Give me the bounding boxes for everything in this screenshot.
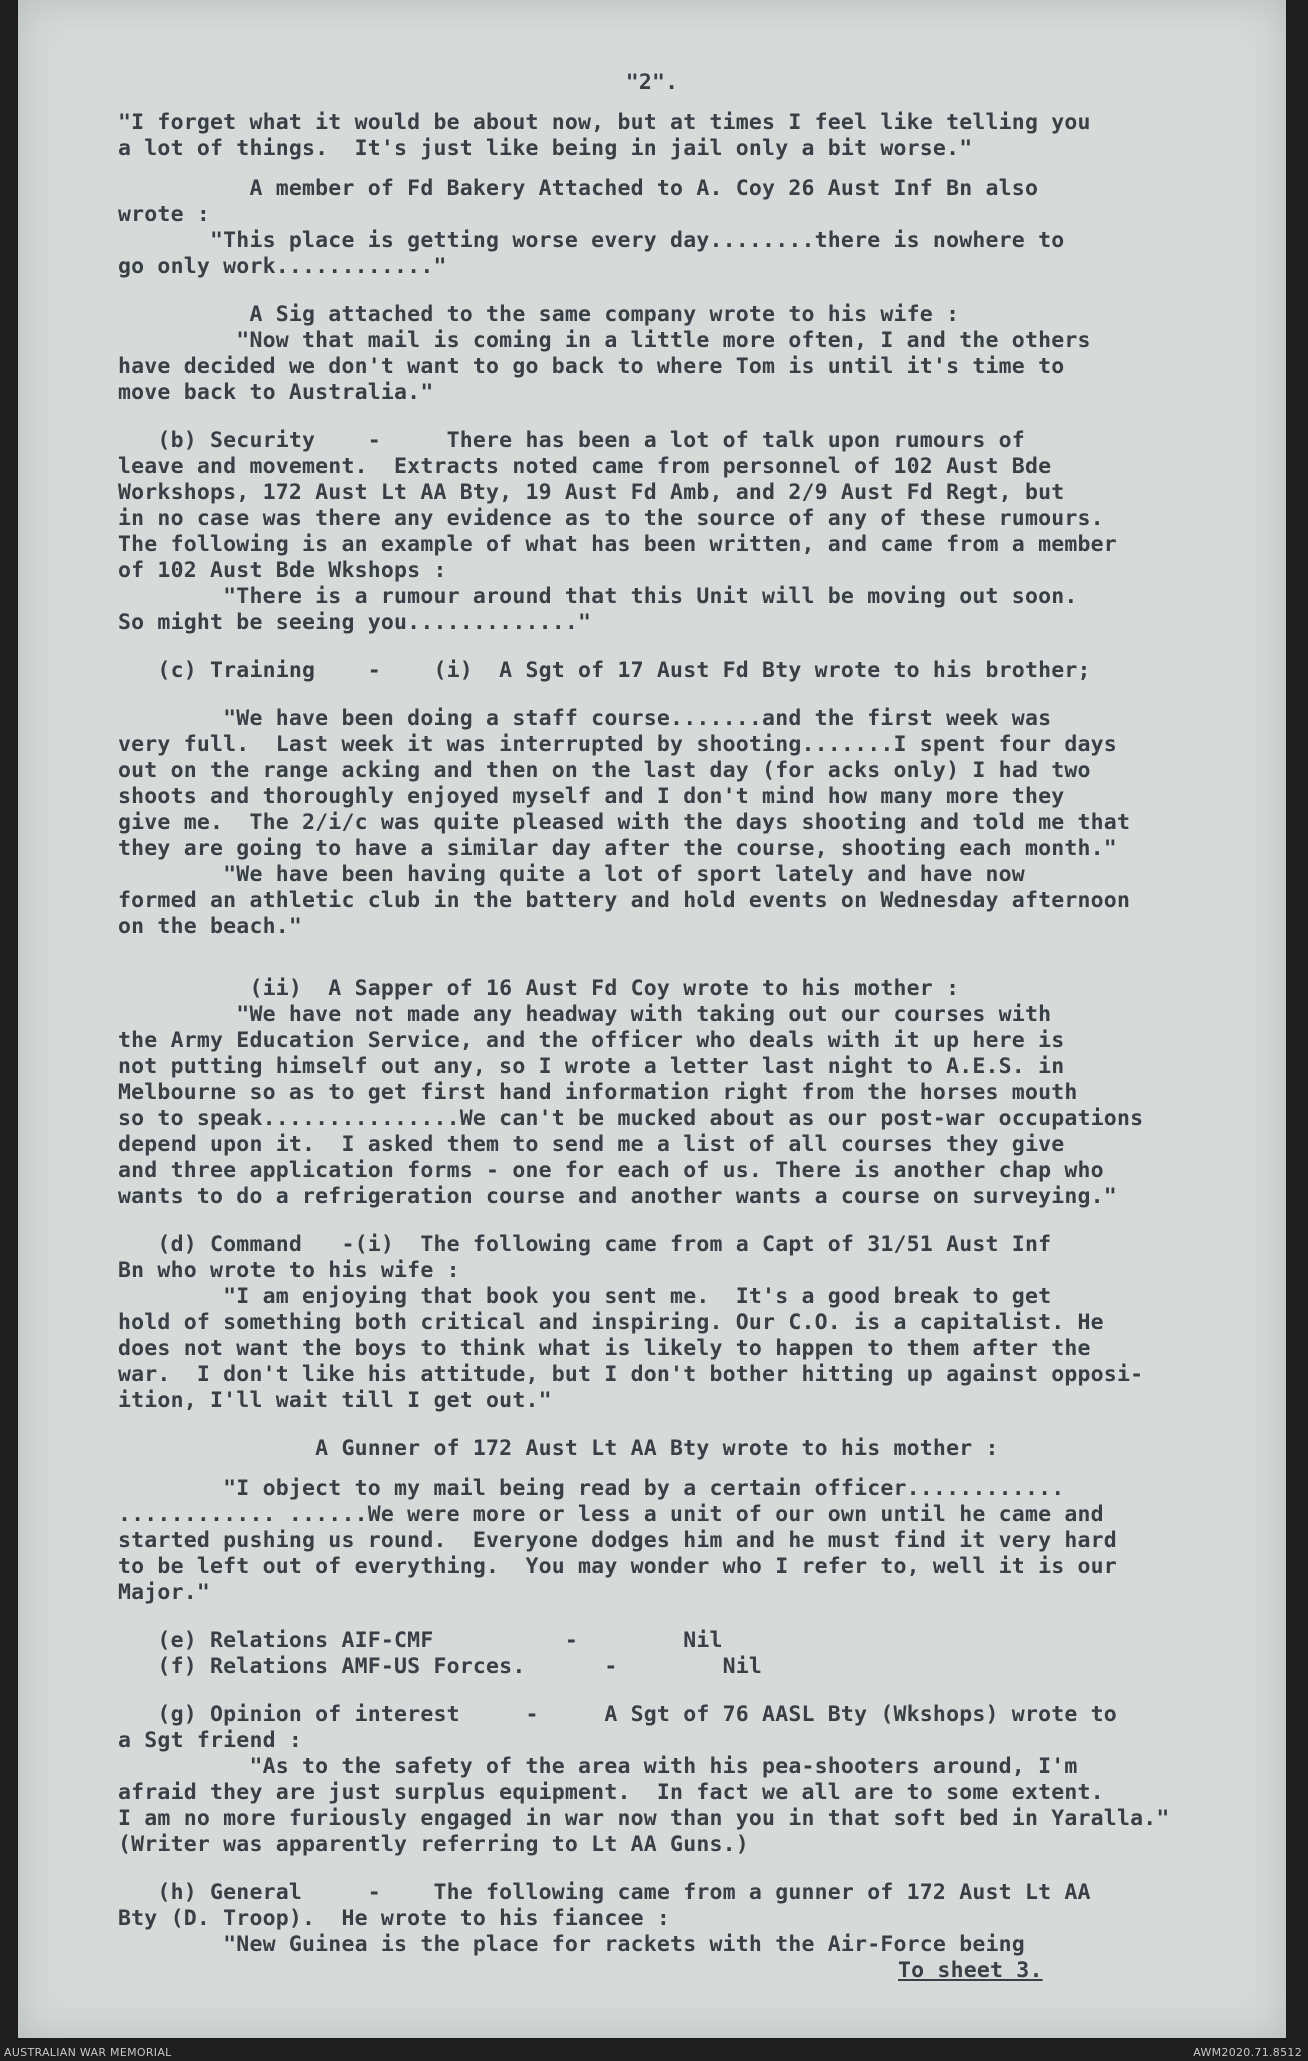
text-line: give me. The 2/i/c was quite pleased with the days shooting and told me that [118,810,1131,835]
text-line: a lot of things. It's just like being in jail only a bit worse." [118,136,973,161]
text-line: and three application forms - one for each of us. There is another chap who [118,1158,1104,1183]
section-security [118,428,1298,636]
text-line: "We have been doing a staff course.......and the first week was [118,706,1052,731]
text-line: not putting himself out any, so I wrote a letter last night to A.E.S. in [118,1054,1065,1079]
text-line: afraid they are just surplus equipment. In fact we all are to some extent. [118,1780,1104,1805]
text-line: The following is an example of what has been written, and came from a member [118,532,1117,557]
text-line: very full. Last week it was interrupted by shooting.......I spent four days [118,732,1117,757]
text-line: I am no more furiously engaged in war now than you in that soft bed in Yaralla." [118,1806,1170,1831]
text-line: (d) Command -(i) The following came from a Capt of 31/51 Aust Inf [118,1232,1052,1257]
text-line: a Sgt friend : [118,1728,303,1753]
section-general [118,1880,1298,1958]
text-line: on the beach." [118,914,303,939]
text-line: "I am enjoying that book you sent me. It's a good break to get [118,1284,1052,1309]
text-line: (c) Training - (i) A Sgt of 17 Aust Fd Bty wrote to his brother; [118,658,1091,683]
text-line: ............ ......We were more or less a unit of our own until he came and [118,1502,1104,1527]
text-line: "We have not made any headway with taking out our courses with [118,1002,1052,1027]
text-line: Bn who wrote to his wife : [118,1258,460,1283]
text-line: so to speak...............We can't be mucked about as our post-war occupations [118,1106,1144,1131]
text-line: "Now that mail is coming in a little more often, I and the others [118,328,1091,353]
text-line: move back to Australia." [118,380,434,405]
text-line: wants to do a refrigeration course and another wants a course on surveying." [118,1184,1117,1209]
text-line: ition, I'll wait till I get out." [118,1388,552,1413]
paragraph [118,110,1298,162]
text-line: (h) General - The following came from a gunner of 172 Aust Lt AA [118,1880,1091,1905]
text-line: does not want the boys to think what is likely to happen to them after the [118,1336,1091,1361]
footer-archive-label: AUSTRALIAN WAR MEMORIAL [4,2046,172,2059]
paragraph [118,1436,1298,1606]
paragraph [118,706,1298,940]
text-line: "There is a rumour around that this Unit will be moving out soon. [118,584,1078,609]
text-line: A Gunner of 172 Aust Lt AA Bty wrote to his mother : [118,1436,999,1461]
page-number: "2". [625,70,679,95]
document-page [18,0,1286,2038]
text-line: in no case was there any evidence as to the source of any of these rumours. [118,506,1104,531]
text-line: "As to the safety of the area with his pea-shooters around, I'm [118,1754,1078,1779]
text-line: wrote : [118,202,211,227]
text-line: war. I don't like his attitude, but I don't bother hitting up against opposi- [118,1362,1144,1387]
text-line: Workshops, 172 Aust Lt AA Bty, 19 Aust Fd Amb, and 2/9 Aust Fd Regt, but [118,480,1065,505]
paragraph [118,176,1298,280]
text-line: Major." [118,1580,211,1605]
paragraph [118,302,1298,406]
section-training [118,658,1298,684]
text-line: Bty (D. Troop). He wrote to his fiancee : [118,1906,671,1931]
text-line: shoots and thoroughly enjoyed myself and I don't mind how many more they [118,784,1065,809]
typed-text-body [118,70,1298,1984]
continuation-note [118,1958,1298,1984]
text-line: (Writer was apparently referring to Lt AA Guns.) [118,1832,749,1857]
text-line: the Army Education Service, and the officer who deals with it up here is [118,1028,1065,1053]
text-line: A Sig attached to the same company wrote to his wife : [118,302,960,327]
text-line: (b) Security - There has been a lot of talk upon rumours of [118,428,1025,453]
text-line: go only work............" [118,254,447,279]
text-line: (g) Opinion of interest - A Sgt of 76 AASL Bty (Wkshops) wrote to [118,1702,1117,1727]
text-line: started pushing us round. Everyone dodges him and he must find it very hard [118,1528,1117,1553]
text-line: formed an athletic club in the battery and hold events on Wednesday afternoon [118,888,1131,913]
text-line: "New Guinea is the place for rackets with the Air-Force being [118,1932,1025,1957]
footer-accession-number: AWM2020.71.8512 [1193,2046,1302,2059]
text-line: Melbourne so as to get first hand information right from the horses mouth [118,1080,1078,1105]
text-line: (ii) A Sapper of 16 Aust Fd Coy wrote to his mother : [118,976,960,1001]
paragraph [118,976,1298,1210]
text-line: "This place is getting worse every day........there is nowhere to [118,228,1065,253]
text-line: "I object to my mail being read by a certain officer............ [118,1476,1065,1501]
continuation-text: To sheet 3. [898,1958,1043,1983]
text-line: So might be seeing you............." [118,610,592,635]
text-line: they are going to have a similar day after the course, shooting each month." [118,836,1117,861]
text-line: to be left out of everything. You may wonder who I refer to, well it is our [118,1554,1117,1579]
section-relations [118,1628,1298,1680]
section-command [118,1232,1298,1414]
text-line: have decided we don't want to go back to where Tom is until it's time to [118,354,1065,379]
text-line: leave and movement. Extracts noted came from personnel of 102 Aust Bde [118,454,1052,479]
text-line: A member of Fd Bakery Attached to A. Coy 26 Aust Inf Bn also [118,176,1039,201]
section-opinion [118,1702,1298,1858]
text-line: depend upon it. I asked them to send me a list of all courses they give [118,1132,1065,1157]
text-line: hold of something both critical and inspiring. Our C.O. is a capitalist. He [118,1310,1104,1335]
text-line: out on the range acking and then on the last day (for acks only) I had two [118,758,1091,783]
text-line: of 102 Aust Bde Wkshops : [118,558,447,583]
text-line: (f) Relations AMF-US Forces. - Nil [118,1654,763,1679]
text-line: (e) Relations AIF-CMF - Nil [118,1628,723,1653]
text-line: "We have been having quite a lot of sport lately and have now [118,862,1025,887]
text-line: "I forget what it would be about now, but at times I feel like telling you [118,110,1091,135]
